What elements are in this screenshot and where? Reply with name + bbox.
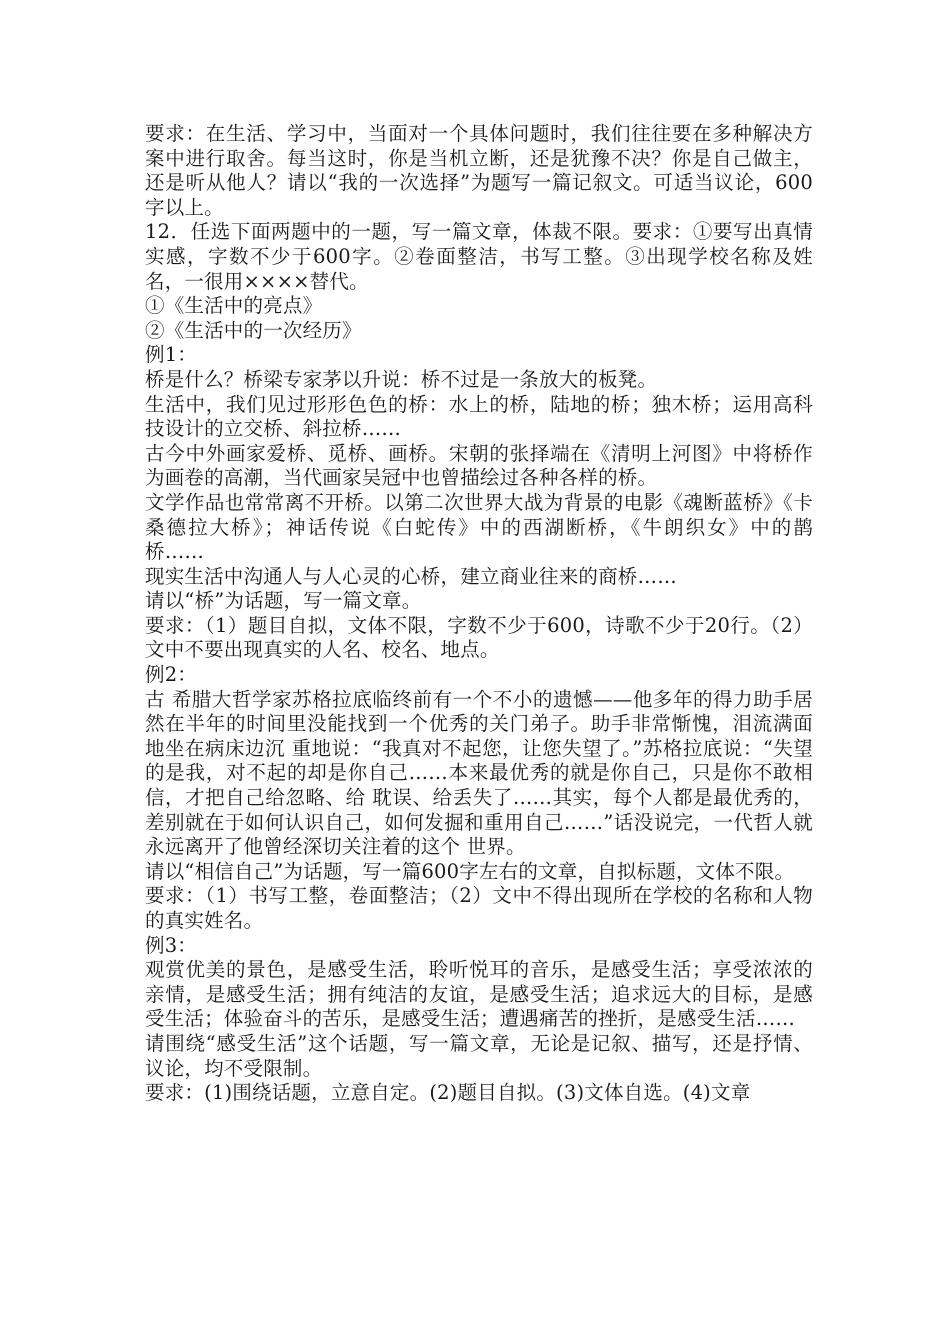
paragraph-example-2-heading: 例2： — [145, 663, 198, 687]
paragraph-believe-prompt: 请以“相信自己”为话题，写一篇600字左右的文章，自拟标题，文体不限。 — [145, 859, 795, 883]
paragraph-question-12: 12．任选下面两题中的一题，写一篇文章，体裁不限。要求：①要写出真情实感，字数不少于600字。②卷面整洁，书写工整。③出现学校名称及姓名，一很用××××替代。 — [145, 220, 813, 293]
paragraph-feel-life-prompt: 请围绕“感受生活”这个话题，写一篇文章，无论是记叙、描写，还是抒情、议论，均不受限制。 — [145, 1031, 813, 1080]
paragraph-bridge-prompt: 请以“桥”为话题，写一篇文章。 — [145, 589, 422, 613]
paragraph-believe-requirements: 要求：（1）书写工整，卷面整洁；（2）文中不得出现所在学校的名称和人物的真实姓名。 — [145, 884, 813, 932]
paragraph-example-1-heading: 例1： — [145, 343, 198, 367]
paragraph-option-2: ②《生活中的一次经历》 — [145, 318, 362, 342]
paragraph-bridge-requirements: 要求：（1）题目自拟，文体不限，字数不少于600，诗歌不少于20行。（2）文中不要出现真实的人名、校名、地点。 — [145, 613, 813, 662]
paragraph-socrates-story: 古 希腊大哲学家苏格拉底临终前有一个不小的遗憾——他多年的得力助手居然在半年的时间里没能找到一个优秀的关门弟子。助手非常惭愧，泪流满面地坐在病床边沉 重地说：“我真对不起您，让您失望了。”苏格拉底说：“失望的是我，对不起的却是你自己……本来最优秀的就是你自己，只是你不敢相信，才把自己给忽略、给 耽误、给丢失了……其实，每个人都是最优秀的，差别就在于如何认识自己，如何发掘和重用自己……”话没说完，一代哲人就永远离开了他曾经深切关注着的这个 世界。 — [145, 687, 813, 859]
paragraph-feel-life-requirements: 要求：(1)围绕话题，立意自定。(2)题目自拟。(3)文体自选。(4)文章 — [145, 1081, 751, 1105]
paragraph-bridge-definition: 桥是什么？桥梁专家茅以升说：桥不过是一条放大的板凳。 — [145, 367, 658, 391]
paragraph-bridge-literature: 文学作品也常常离不开桥。以第二次世界大战为背景的电影《魂断蓝桥》《卡桑德拉大桥》；神话传说《白蛇传》中的西湖断桥，《牛朗织女》中的鹊桥…… — [145, 490, 813, 564]
paragraph-example-3-heading: 例3： — [145, 933, 198, 957]
paragraph-bridge-heart: 现实生活中沟通人与人心灵的心桥，建立商业往来的商桥…… — [145, 564, 677, 588]
paragraph-bridge-types: 生活中，我们见过形形色色的桥：水上的桥，陆地的桥；独木桥；运用高科技设计的立交桥、斜拉桥…… — [145, 392, 813, 441]
paragraph-feel-life: 观赏优美的景色，是感受生活，聆听悦耳的音乐，是感受生活；享受浓浓的亲情，是感受生活；拥有纯洁的友谊，是感受生活；追求远大的目标，是感受生活；体验奋斗的苦乐，是感受生活；遭遇痛苦的挫折，是感受生活…… — [145, 958, 813, 1031]
paragraph-bridge-painters: 古今中外画家爱桥、觅桥、画桥。宋朝的张择端在《清明上河图》中将桥作为画卷的高潮，当代画家吴冠中也曾描绘过各种各样的桥。 — [145, 441, 813, 490]
document-body — [145, 122, 813, 1106]
paragraph-option-1: ①《生活中的亮点》 — [145, 294, 323, 318]
paragraph-requirement-choice: 要求：在生活、学习中，当面对一个具体问题时，我们往往要在多种解决方案中进行取舍。每当这时，你是当机立断，还是犹豫不决？你是自己做主，还是听从他人？请以“我的一次选择”为题写一篇记叙文。可适当议论，600字以上。 — [145, 122, 813, 219]
